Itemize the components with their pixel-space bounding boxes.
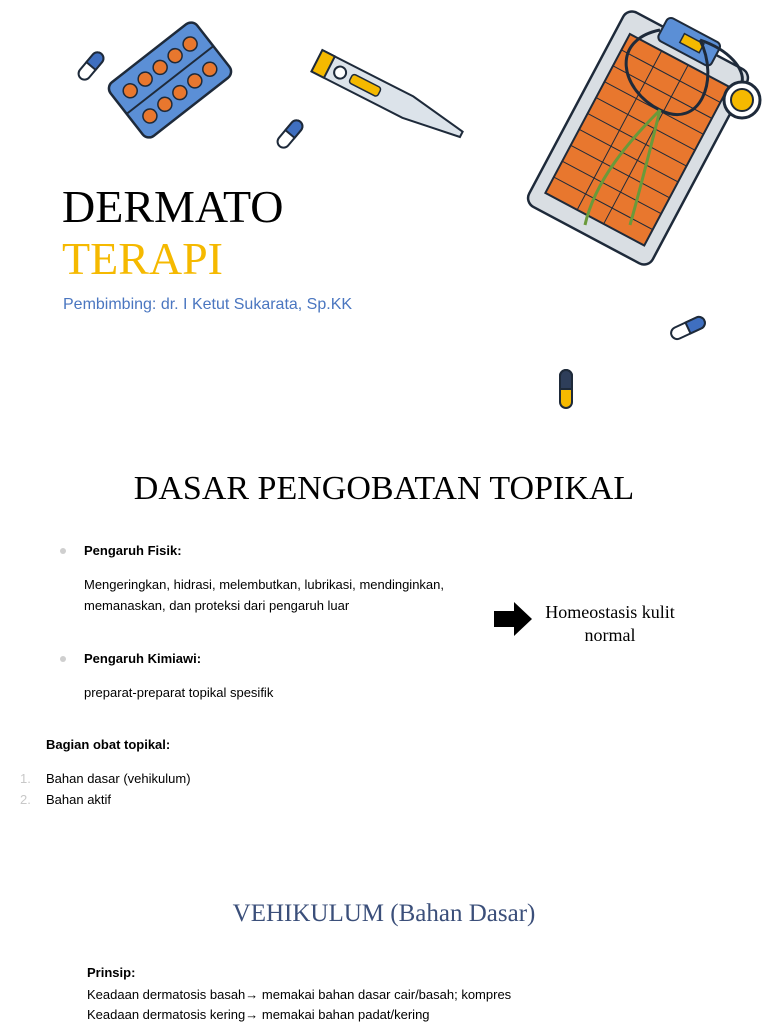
bullet-label-fisik: Pengaruh Fisik: bbox=[84, 543, 182, 558]
principle-label: Prinsip: bbox=[87, 965, 136, 980]
principle-line: Keadaan dermatosis kering→ memakai bahan padat/kering bbox=[87, 1007, 430, 1022]
section-heading-vehikulum: VEHIKULUM (Bahan Dasar) bbox=[232, 900, 536, 927]
parts-heading: Bagian obat topikal: bbox=[46, 737, 171, 752]
right-arrow-icon bbox=[492, 600, 534, 638]
capsule-icon bbox=[560, 370, 572, 408]
capsule-icon bbox=[669, 315, 707, 341]
list-number: 2. bbox=[20, 792, 31, 807]
section-heading-topikal: DASAR PENGOBATAN TOPIKAL bbox=[133, 470, 635, 507]
list-number: 1. bbox=[20, 771, 31, 786]
capsule-icon bbox=[275, 118, 305, 150]
bullet-dot-icon bbox=[60, 548, 66, 554]
cover-title-line1: DERMATO bbox=[62, 181, 284, 232]
cover-supervisor: Pembimbing: dr. I Ketut Sukarata, Sp.KK bbox=[63, 296, 353, 313]
thermometer-icon bbox=[311, 50, 466, 145]
clipboard-icon bbox=[525, 0, 758, 268]
pill-blister-icon bbox=[106, 19, 235, 140]
list-item: Bahan aktif bbox=[46, 792, 112, 807]
cover-title-line2: TERAPI bbox=[62, 233, 223, 284]
bullet-text-fisik: Mengeringkan, hidrasi, melembutkan, lubrikasi, mendinginkan, memanaskan, dan proteksi dari pengaruh luar bbox=[84, 577, 444, 613]
bullet-text-kimiawi: preparat-preparat topikal spesifik bbox=[84, 685, 274, 700]
principle-line: Keadaan dermatosis basah→ memakai bahan dasar cair/basah; kompres bbox=[87, 987, 512, 1002]
bullet-label-kimiawi: Pengaruh Kimiawi: bbox=[84, 651, 202, 666]
capsule-icon bbox=[76, 50, 106, 82]
bullet-dot-icon bbox=[60, 656, 66, 662]
result-homeostasis: Homeostasis kulit normal bbox=[545, 602, 675, 645]
list-item: Bahan dasar (vehikulum) bbox=[46, 771, 191, 786]
